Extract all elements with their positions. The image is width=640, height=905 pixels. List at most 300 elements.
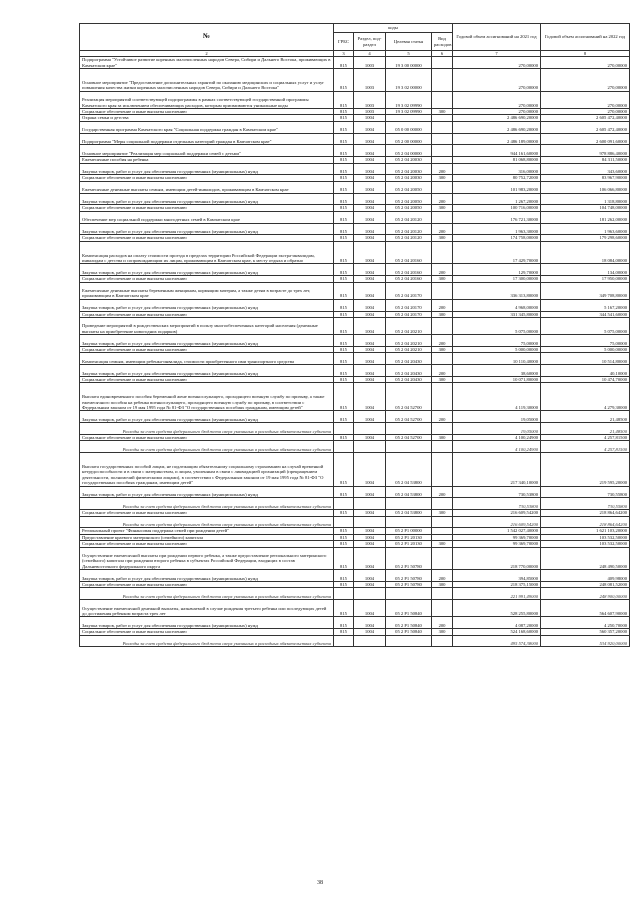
row-csr: 19 3 02 09990	[386, 109, 432, 115]
row-section: 1004	[354, 510, 386, 516]
row-vr: 300	[432, 109, 453, 115]
row-year2: 1 621 103,20000	[541, 528, 630, 534]
row-grbs	[334, 498, 354, 510]
row-vr: 200	[432, 163, 453, 175]
row-name: Ежемесячные пособия на ребенка	[80, 157, 334, 163]
row-vr: 300	[432, 311, 453, 317]
row-grbs: 815	[334, 145, 354, 157]
row-year2: 4 257,81500	[541, 434, 630, 440]
colnum: 7	[453, 51, 541, 57]
row-year2: 181 262,00000	[541, 211, 630, 223]
row-grbs: 815	[334, 133, 354, 145]
row-name: Компенсация расходов на оплату стоимости проезда в пределах территории Российской Федерации экстра-инвалидам, инвалидам с детства и сопровождающим их лицам, проживающим в Камчатском крае, к месту отдыха и обратно	[80, 241, 334, 264]
row-year2: 17 950,00000	[541, 276, 630, 282]
table-body	[80, 57, 630, 647]
row-name: Государственная программа Камчатского края "Социальная поддержка граждан в Камчатском крае"	[80, 121, 334, 133]
row-name: Расходы за счет средств федерального бюджета сверх указанных в расходных обязательствах субъекта	[80, 498, 334, 510]
row-name: Социальное обеспечение и иные выплаты населению	[80, 376, 334, 382]
row-section: 1004	[354, 193, 386, 205]
row-grbs: 815	[334, 223, 354, 235]
row-year1: 4 087,20000	[453, 617, 541, 629]
row-csr	[386, 635, 432, 647]
row-section: 1004	[354, 453, 386, 486]
row-section	[354, 423, 386, 435]
row-grbs: 815	[334, 163, 354, 175]
row-year2: 343,60000	[541, 163, 630, 175]
row-vr	[432, 353, 453, 365]
row-section: 1004	[354, 163, 386, 175]
row-grbs: 815	[334, 541, 354, 547]
row-section: 1004	[354, 365, 386, 377]
row-year1: 216 609,54200	[453, 516, 541, 528]
row-year2: 18 084,00000	[541, 241, 630, 264]
row-grbs: 815	[334, 241, 354, 264]
row-year1: 528 255,80000	[453, 600, 541, 617]
row-year1: 99 369,70000	[453, 541, 541, 547]
row-year1: 336 313,80000	[453, 282, 541, 299]
row-year1: 19,05000	[453, 411, 541, 423]
row-year2: 10 514,80000	[541, 353, 630, 365]
row-grbs	[334, 516, 354, 528]
row-grbs: 815	[334, 235, 354, 241]
row-year1: 316,00000	[453, 163, 541, 175]
row-vr: 200	[432, 617, 453, 629]
row-vr: 300	[432, 175, 453, 181]
row-year2: 10 474,70000	[541, 376, 630, 382]
row-section: 1004	[354, 235, 386, 241]
row-grbs: 815	[334, 600, 354, 617]
row-section: 1004	[354, 581, 386, 587]
row-section: 1004	[354, 145, 386, 157]
table-row	[80, 264, 630, 276]
row-grbs: 815	[334, 534, 354, 540]
row-grbs: 815	[334, 311, 354, 317]
row-vr: 300	[432, 434, 453, 440]
header-section: Раздел, под-раздел	[354, 33, 386, 51]
row-csr: 05 2 04 53800	[386, 510, 432, 516]
row-year1: 270,00000	[453, 69, 541, 92]
row-year1: 38,60000	[453, 365, 541, 377]
row-section: 1004	[354, 411, 386, 423]
row-year1: 17 429,70000	[453, 241, 541, 264]
note-row	[80, 635, 630, 647]
row-grbs: 815	[334, 453, 354, 486]
row-csr: 05 2 04 00000	[386, 145, 432, 157]
row-csr: 05 2 04 20170	[386, 311, 432, 317]
row-year2: 4 279,30000	[541, 383, 630, 411]
row-section: 1004	[354, 157, 386, 163]
row-csr: 05 2 04 20210	[386, 346, 432, 352]
table-row	[80, 299, 630, 311]
row-year2: 5 000,00000	[541, 346, 630, 352]
table-row	[80, 181, 630, 193]
row-csr: 05 2 04 20120	[386, 223, 432, 235]
table-row	[80, 453, 630, 486]
row-name: Проведение мероприятий в рождественских мероприятий в пользу многообеспеченных категорий населения (денежные выплаты на приобретение новогодних подарков)	[80, 318, 334, 335]
row-year1: 80 752,72000	[453, 175, 541, 181]
row-year1: 270,00000	[453, 57, 541, 69]
table-row	[80, 547, 630, 570]
row-year2: 179 298,60000	[541, 235, 630, 241]
row-year1: 17 300,00000	[453, 276, 541, 282]
table-row	[80, 145, 630, 157]
row-vr	[432, 547, 453, 570]
row-vr	[432, 498, 453, 510]
row-vr	[432, 91, 453, 108]
row-grbs: 815	[334, 581, 354, 587]
row-csr: 05 2 00 00000	[386, 133, 432, 145]
row-grbs: 815	[334, 486, 354, 498]
row-grbs: 815	[334, 276, 354, 282]
row-year2: 218 864,64200	[541, 516, 630, 528]
row-grbs: 815	[334, 282, 354, 299]
table-row	[80, 193, 630, 205]
row-csr: 05 2 04 53800	[386, 453, 432, 486]
row-year2: 349 708,80000	[541, 282, 630, 299]
row-csr: 05 2 04 52700	[386, 411, 432, 423]
row-year2: 1 963,60000	[541, 223, 630, 235]
table-row	[80, 223, 630, 235]
row-csr: 05 2 04 52700	[386, 383, 432, 411]
row-section: 1004	[354, 133, 386, 145]
table-row	[80, 163, 630, 175]
row-year1: 270,00000	[453, 91, 541, 108]
row-year2: 1 318,80000	[541, 193, 630, 205]
row-csr: 05 2 04 20030	[386, 163, 432, 175]
row-vr	[432, 635, 453, 647]
row-csr: 05 2 04 20430	[386, 376, 432, 382]
row-name: Подпрограмма "Меры социальной поддержки отдельных категорий граждан в Камчатском крае"	[80, 133, 334, 145]
row-name: Социальное обеспечение и иные выплаты населению	[80, 346, 334, 352]
row-csr: 05 2 P1 50840	[386, 617, 432, 629]
header-vr: Вид расходов	[432, 33, 453, 51]
row-name: Социальное обеспечение и иные выплаты населению	[80, 434, 334, 440]
row-csr: 05 2 P1 50780	[386, 581, 432, 587]
row-year1: 4 119,30000	[453, 383, 541, 411]
row-year1: 730,53800	[453, 486, 541, 498]
row-name: Социальное обеспечение и иные выплаты населению	[80, 629, 334, 635]
budget-table	[79, 23, 630, 647]
row-grbs: 815	[334, 510, 354, 516]
row-year2: 84 311,50000	[541, 157, 630, 163]
row-year1: 495 574,38000	[453, 635, 541, 647]
row-year1: 4 968,00000	[453, 299, 541, 311]
row-year2: 270,00000	[541, 109, 630, 115]
row-name: Расходы за счет средств федерального бюджета сверх указанных в расходных обязательствах субъекта	[80, 516, 334, 528]
row-vr	[432, 121, 453, 133]
row-vr	[432, 241, 453, 264]
row-section: 1004	[354, 346, 386, 352]
row-name: Социальное обеспечение и иные выплаты населению	[80, 510, 334, 516]
row-csr: 05 0 00 00000	[386, 121, 432, 133]
row-grbs: 815	[334, 57, 354, 69]
row-grbs: 815	[334, 69, 354, 92]
row-year2: 40,10000	[541, 365, 630, 377]
row-grbs: 815	[334, 157, 354, 163]
row-csr: 05 2 P1 20130	[386, 541, 432, 547]
row-grbs: 815	[334, 205, 354, 211]
row-year2: 248 490,50000	[541, 547, 630, 570]
note-row	[80, 588, 630, 600]
row-year2: 2 605 472,40000	[541, 121, 630, 133]
row-year1: 2 486 690,20000	[453, 115, 541, 121]
row-csr: 05 2 P1 00000	[386, 528, 432, 534]
row-section: 1004	[354, 282, 386, 299]
table-row	[80, 69, 630, 92]
row-vr: 200	[432, 299, 453, 311]
row-year1: 176 721,30000	[453, 211, 541, 223]
row-year1: 100 716,00000	[453, 205, 541, 211]
row-grbs	[334, 635, 354, 647]
row-vr	[432, 318, 453, 335]
row-vr: 200	[432, 365, 453, 377]
row-name: Основное мероприятие "Реализация мер социальной поддержки семей с детьми"	[80, 145, 334, 157]
row-csr	[386, 516, 432, 528]
row-grbs	[334, 423, 354, 435]
colnum: 3	[334, 51, 354, 57]
table-row	[80, 91, 630, 108]
row-year1: 218 770,00000	[453, 547, 541, 570]
row-vr: 300	[432, 581, 453, 587]
budget-sheet	[79, 23, 629, 647]
row-year1: 75,00000	[453, 335, 541, 347]
row-name: Подпрограмма "Устойчивое развитие коренных малочисленных народов Севера, Сибири и Дальнего Востока, проживающих в Камчатском крае"	[80, 57, 334, 69]
row-year1: 4 100,24900	[453, 441, 541, 453]
row-section: 1004	[354, 223, 386, 235]
row-year2: 4 257,81500	[541, 441, 630, 453]
row-year1: 217 340,10000	[453, 453, 541, 486]
row-grbs	[334, 588, 354, 600]
row-csr	[386, 423, 432, 435]
row-section: 1004	[354, 376, 386, 382]
row-year2: 4 250,70000	[541, 617, 630, 629]
row-section: 1004	[354, 383, 386, 411]
row-section	[354, 635, 386, 647]
row-section: 1004	[354, 311, 386, 317]
row-csr: 05 2 04 20050	[386, 205, 432, 211]
row-grbs: 815	[334, 353, 354, 365]
row-year2: 104 748,00000	[541, 205, 630, 211]
row-name: Закупка товаров, работ и услуг для обеспечения государственных (муниципальных) нужд	[80, 299, 334, 311]
row-vr	[432, 145, 453, 157]
row-grbs: 815	[334, 434, 354, 440]
row-year2: 564 607,90000	[541, 600, 630, 617]
row-csr: 05 2 P1 50840	[386, 600, 432, 617]
row-grbs	[334, 441, 354, 453]
row-name: Закупка товаров, работ и услуг для обеспечения государственных (муниципальных) нужд	[80, 486, 334, 498]
row-vr: 200	[432, 486, 453, 498]
row-vr	[432, 600, 453, 617]
row-section: 1004	[354, 534, 386, 540]
row-year1: 216 609,54200	[453, 510, 541, 516]
row-year1: 81 068,80000	[453, 157, 541, 163]
row-vr	[432, 423, 453, 435]
row-csr: 19 3 02 00000	[386, 69, 432, 92]
row-grbs: 815	[334, 376, 354, 382]
row-name: Социальное обеспечение и иные выплаты населению	[80, 109, 334, 115]
row-year1: 331 345,80000	[453, 311, 541, 317]
row-csr: 05 2 04 53800	[386, 486, 432, 498]
row-vr	[432, 588, 453, 600]
row-year2: 21,48500	[541, 411, 630, 423]
row-year2: 103 532,50000	[541, 534, 630, 540]
row-vr	[432, 181, 453, 193]
row-year1: 19,05000	[453, 423, 541, 435]
note-row	[80, 498, 630, 510]
row-year1: 174 758,00000	[453, 235, 541, 241]
table-row	[80, 365, 630, 377]
row-name: Закупка товаров, работ и услуг для обеспечения государственных (муниципальных) нужд	[80, 617, 334, 629]
note-row	[80, 423, 630, 435]
row-section: 1004	[354, 276, 386, 282]
row-vr	[432, 211, 453, 223]
row-vr: 300	[432, 346, 453, 352]
table-header	[80, 24, 630, 57]
table-row	[80, 318, 630, 335]
row-csr: 05 2 04 20160	[386, 241, 432, 264]
row-csr: 05 2 04 20430	[386, 365, 432, 377]
row-year2: 2 605 472,40000	[541, 115, 630, 121]
row-year2: 560 357,20000	[541, 629, 630, 635]
row-year2: 270,00000	[541, 57, 630, 69]
row-vr	[432, 133, 453, 145]
row-year1: 10 071,80000	[453, 376, 541, 382]
row-name: Региональный проект "Финансовая поддержка семей при рождении детей"	[80, 528, 334, 534]
row-year2: 5 075,00000	[541, 318, 630, 335]
row-name: Закупка товаров, работ и услуг для обеспечения государственных (муниципальных) нужд	[80, 223, 334, 235]
row-year1: 394,85000	[453, 570, 541, 582]
colnum: 2	[80, 51, 334, 57]
row-year1: 101 983,20000	[453, 181, 541, 193]
row-csr: 05 2 P1 50780	[386, 547, 432, 570]
row-section: 1004	[354, 353, 386, 365]
row-csr	[386, 588, 432, 600]
row-year1: 99 369,70000	[453, 534, 541, 540]
row-csr: 19 3 00 00000	[386, 57, 432, 69]
row-year2: 409,98000	[541, 570, 630, 582]
table-row	[80, 600, 630, 617]
page-number: 38	[317, 880, 323, 886]
row-name: Расходы за счет средств федерального бюджета сверх указанных в расходных обязательствах субъекта	[80, 441, 334, 453]
row-year2: 218 864,64200	[541, 510, 630, 516]
row-grbs: 815	[334, 115, 354, 121]
row-vr: 300	[432, 541, 453, 547]
header-year2: Годовой объем ассигнований на 2022 год	[541, 24, 630, 51]
row-vr	[432, 441, 453, 453]
row-name: Закупка товаров, работ и услуг для обеспечения государственных (муниципальных) нужд	[80, 570, 334, 582]
row-grbs: 815	[334, 365, 354, 377]
row-csr	[386, 498, 432, 510]
colnum: 5	[386, 51, 432, 57]
row-grbs: 815	[334, 335, 354, 347]
row-csr: 05 2 P1 50840	[386, 629, 432, 635]
row-csr: 19 3 02 09990	[386, 91, 432, 108]
row-year1: 5 075,00000	[453, 318, 541, 335]
row-section: 1004	[354, 241, 386, 264]
row-csr: 05 2 04 20170	[386, 299, 432, 311]
colnum: 4	[354, 51, 386, 57]
table-row	[80, 57, 630, 69]
row-grbs: 815	[334, 318, 354, 335]
row-year2: 344 541,60000	[541, 311, 630, 317]
row-section: 1004	[354, 528, 386, 534]
row-csr: 05 2 04 20210	[386, 318, 432, 335]
row-vr: 200	[432, 570, 453, 582]
row-section: 1004	[354, 115, 386, 121]
row-vr: 200	[432, 264, 453, 276]
row-year1: 4 100,24900	[453, 434, 541, 440]
row-grbs: 815	[334, 91, 354, 108]
row-year2: 83 967,90000	[541, 175, 630, 181]
row-grbs: 815	[334, 570, 354, 582]
row-grbs: 815	[334, 346, 354, 352]
row-vr	[432, 282, 453, 299]
row-section: 1004	[354, 205, 386, 211]
row-name: Ежемесячные денежные выплаты беременным женщинам, кормящим матерям, а также детям в возрасте до трех лет, проживающим в Камчатском крае	[80, 282, 334, 299]
row-name: Социальное обеспечение и иные выплаты населению	[80, 311, 334, 317]
row-year1: 2 486 189,00000	[453, 133, 541, 145]
row-name: Закупка товаров, работ и услуг для обеспечения государственных (муниципальных) нужд	[80, 411, 334, 423]
row-vr: 300	[432, 510, 453, 516]
row-name: Обеспечение мер социальной поддержки многодетных семей в Камчатском крае	[80, 211, 334, 223]
row-section: 1003	[354, 57, 386, 69]
row-csr: 05 2 04 20170	[386, 282, 432, 299]
row-section: 1004	[354, 600, 386, 617]
row-section	[354, 498, 386, 510]
row-name: Основное мероприятие "Предоставление дополнительных гарантий по оказанию медицинских и социальных услуг и услуг повышения качества жизни коренных малочисленных народов Севера, Сибири и Дальнего Востока"	[80, 69, 334, 92]
row-grbs: 815	[334, 181, 354, 193]
row-name: Осуществление ежемесячной денежной выплаты, назначаемой в случае рождения третьего ребенка или последующих детей до достижения ребенком возраста трех лет	[80, 600, 334, 617]
row-grbs: 815	[334, 121, 354, 133]
note-row	[80, 516, 630, 528]
row-section: 1004	[354, 335, 386, 347]
row-vr	[432, 516, 453, 528]
row-year1: 944 161,60000	[453, 145, 541, 157]
row-name: Ежемесячные денежные выплаты семьям, имеющим детей-инвалидов, проживающим в Камчатском крае	[80, 181, 334, 193]
row-grbs: 815	[334, 528, 354, 534]
row-name: Социальное обеспечение и иные выплаты населению	[80, 175, 334, 181]
table-row	[80, 353, 630, 365]
table-row	[80, 411, 630, 423]
header-num: №	[80, 24, 334, 51]
row-vr	[432, 453, 453, 486]
table-row	[80, 121, 630, 133]
row-csr: 05 2 04 20050	[386, 193, 432, 205]
row-section: 1004	[354, 121, 386, 133]
table-row	[80, 617, 630, 629]
row-vr	[432, 383, 453, 411]
row-csr: 05 2 04 20050	[386, 181, 432, 193]
row-section: 1004	[354, 541, 386, 547]
row-name: Расходы за счет средств федерального бюджета сверх указанных в расходных обязательствах субъекта	[80, 588, 334, 600]
row-section: 1004	[354, 175, 386, 181]
row-name: Социальное обеспечение и иные выплаты населению	[80, 541, 334, 547]
row-year1: 524 168,60000	[453, 629, 541, 635]
row-csr: 05 2 04 20120	[386, 211, 432, 223]
table-row	[80, 383, 630, 411]
row-section	[354, 441, 386, 453]
row-grbs: 815	[334, 109, 354, 115]
row-name: Расходы за счет средств федерального бюджета сверх указанных в расходных обязательствах субъекта	[80, 635, 334, 647]
row-csr: 05 2 04 20030	[386, 157, 432, 163]
row-name: Социальное обеспечение и иные выплаты населению	[80, 205, 334, 211]
colnum: 6	[432, 51, 453, 57]
row-vr: 200	[432, 193, 453, 205]
row-year1: 270,00000	[453, 109, 541, 115]
row-section: 1004	[354, 434, 386, 440]
row-section: 1004	[354, 181, 386, 193]
header-year1: Годовой объем ассигнований на 2021 год	[453, 24, 541, 51]
